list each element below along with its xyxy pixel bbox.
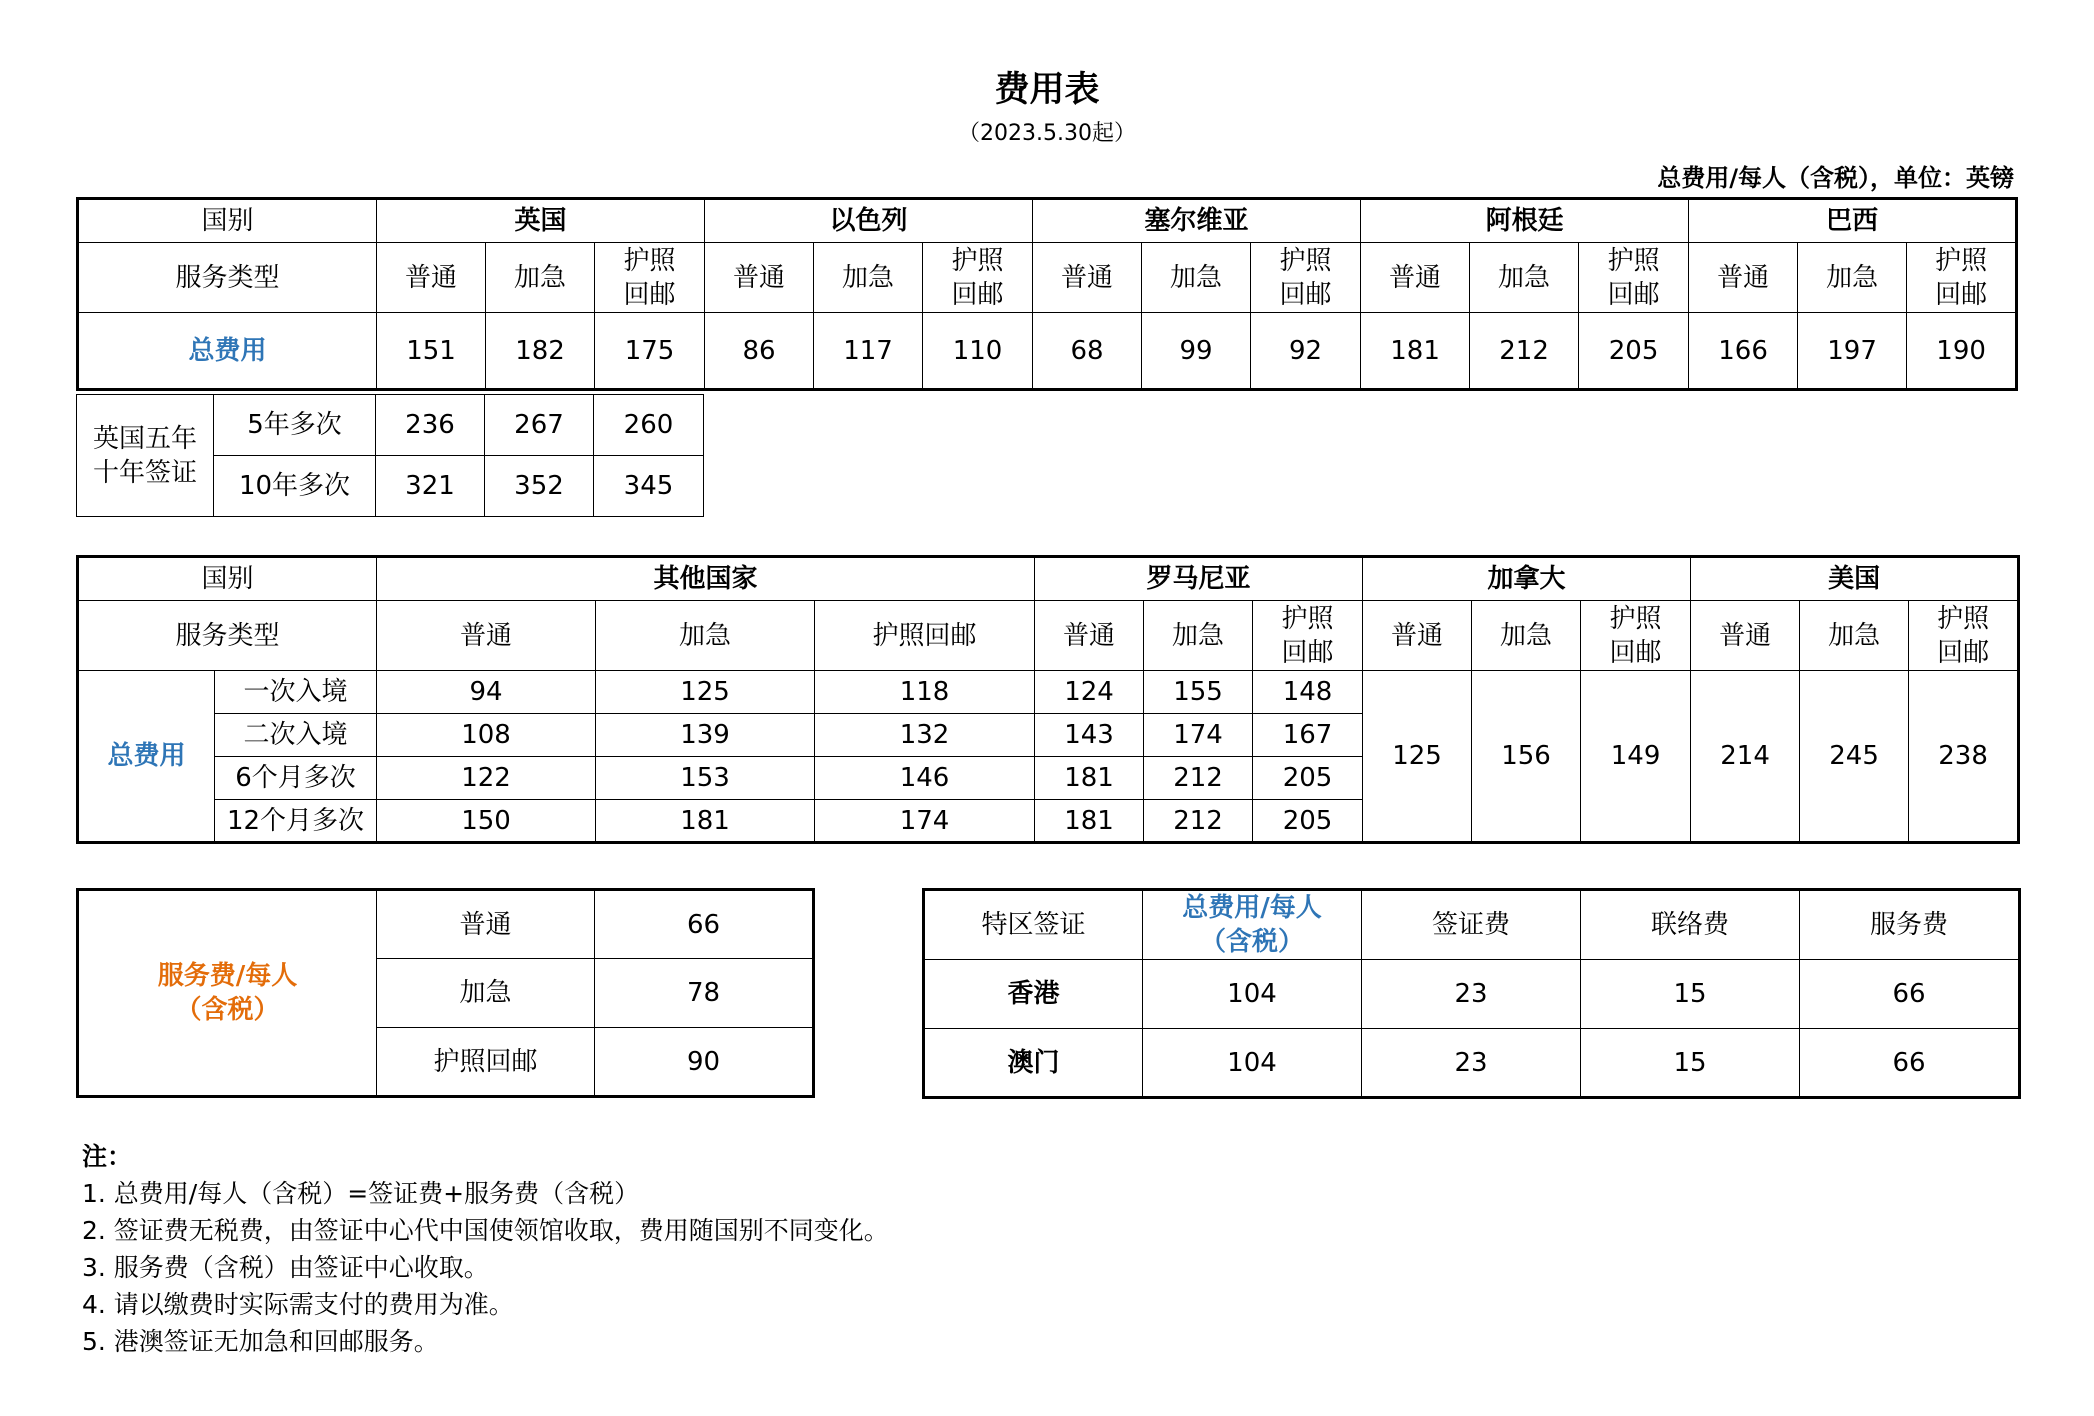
page-title: 费用表 (994, 70, 1100, 110)
visa-fee-header: 签证费 (1362, 890, 1581, 960)
fee-cell: 205 (1579, 313, 1689, 390)
total-fee-label: 总费用 (78, 671, 215, 843)
type-urgent: 加急 (1798, 243, 1907, 313)
country-romania: 罗马尼亚 (1035, 557, 1363, 601)
fee-cell: 104 (1143, 960, 1362, 1029)
entry-type-label: 一次入境 (215, 671, 377, 714)
fee-cell: 214 (1691, 671, 1800, 843)
service-type-label: 服务类型 (78, 243, 377, 313)
service-fee-header: 服务费 (1800, 890, 2020, 960)
region-macau: 澳门 (924, 1029, 1143, 1098)
fee-cell: 108 (377, 714, 596, 757)
fee-cell: 90 (595, 1028, 814, 1097)
fee-cell: 182 (486, 313, 595, 390)
country-uk: 英国 (377, 199, 705, 243)
fee-cell: 125 (1363, 671, 1472, 843)
fee-cell: 118 (815, 671, 1035, 714)
type-normal: 普通 (1691, 601, 1800, 671)
fee-cell: 153 (596, 757, 815, 800)
fee-cell: 205 (1253, 800, 1363, 843)
country-usa: 美国 (1691, 557, 2019, 601)
type-normal: 普通 (705, 243, 814, 313)
page-subtitle: （2023.5.30起） (958, 121, 1136, 146)
fee-cell: 212 (1144, 800, 1253, 843)
type-urgent: 加急 (1472, 601, 1581, 671)
fee-cell: 167 (1253, 714, 1363, 757)
fee-cell: 149 (1581, 671, 1691, 843)
fee-cell: 122 (377, 757, 596, 800)
fee-cell: 143 (1035, 714, 1144, 757)
fee-cell: 166 (1689, 313, 1798, 390)
fee-cell: 150 (377, 800, 596, 843)
fee-cell: 92 (1251, 313, 1361, 390)
fee-cell: 66 (595, 890, 814, 959)
type-return: 护照 回邮 (1581, 601, 1691, 671)
fee-cell: 321 (376, 456, 485, 517)
fee-cell: 174 (1144, 714, 1253, 757)
total-fee-row (78, 313, 2017, 390)
total-fee-label: 总费用 (78, 313, 377, 390)
fee-cell: 94 (377, 671, 596, 714)
entry-type-label: 二次入境 (215, 714, 377, 757)
fee-cell: 174 (815, 800, 1035, 843)
fee-cell: 23 (1362, 1029, 1581, 1098)
fee-cell: 104 (1143, 1029, 1362, 1098)
type-return: 护照 回邮 (1907, 243, 2017, 313)
type-normal: 普通 (377, 243, 486, 313)
fee-cell: 155 (1144, 671, 1253, 714)
type-normal: 普通 (1363, 601, 1472, 671)
fee-cell: 197 (1798, 313, 1907, 390)
notes-heading: 注： (82, 1142, 133, 1171)
fee-cell: 15 (1581, 960, 1800, 1029)
service-type-label: 服务类型 (78, 601, 377, 671)
service-type-label: 护照回邮 (377, 1028, 595, 1097)
fee-cell: 23 (1362, 960, 1581, 1029)
sar-total-header: 总费用/每人 （含税） (1143, 890, 1362, 960)
note-item: 3. 服务费（含税）由签证中心收取。 (82, 1253, 489, 1282)
sar-visa-header: 特区签证 (924, 890, 1143, 960)
note-item: 1. 总费用/每人（含税）=签证费+服务费（含税） (82, 1179, 640, 1208)
country-other: 其他国家 (377, 557, 1035, 601)
fee-cell: 146 (815, 757, 1035, 800)
fee-cell: 66 (1800, 960, 2020, 1029)
country-header-label: 国别 (78, 557, 377, 601)
fee-cell: 148 (1253, 671, 1363, 714)
note-item: 5. 港澳签证无加急和回邮服务。 (82, 1327, 439, 1356)
fee-cell: 238 (1909, 671, 2019, 843)
fee-cell: 86 (705, 313, 814, 390)
service-type-label: 普通 (377, 890, 595, 959)
entry-type-label: 12个月多次 (215, 800, 377, 843)
type-normal: 普通 (1035, 601, 1144, 671)
uk-multi-row-label: 5年多次 (214, 395, 376, 456)
type-return: 护照 回邮 (1253, 601, 1363, 671)
fee-cell: 68 (1033, 313, 1142, 390)
fee-cell: 132 (815, 714, 1035, 757)
type-normal: 普通 (1689, 243, 1798, 313)
service-type-row (78, 601, 2019, 671)
type-normal: 普通 (377, 601, 596, 671)
entry-type-label: 6个月多次 (215, 757, 377, 800)
uk-multi-entry-table (76, 394, 704, 517)
type-return: 护照 回邮 (1251, 243, 1361, 313)
type-urgent: 加急 (814, 243, 923, 313)
type-urgent: 加急 (1144, 601, 1253, 671)
fee-cell: 212 (1470, 313, 1579, 390)
type-urgent: 加急 (596, 601, 815, 671)
uk-multi-label: 英国五年 十年签证 (77, 395, 214, 517)
service-type-label: 加急 (377, 959, 595, 1028)
type-return: 护照 回邮 (1579, 243, 1689, 313)
type-urgent: 加急 (1142, 243, 1251, 313)
fee-cell: 345 (594, 456, 704, 517)
type-urgent: 加急 (1470, 243, 1579, 313)
table-row (924, 960, 2020, 1029)
fee-cell: 15 (1581, 1029, 1800, 1098)
fee-cell: 151 (377, 313, 486, 390)
country-serbia: 塞尔维亚 (1033, 199, 1361, 243)
fee-cell: 267 (485, 395, 594, 456)
fee-cell: 124 (1035, 671, 1144, 714)
fee-cell: 110 (923, 313, 1033, 390)
fee-cell: 190 (1907, 313, 2017, 390)
type-urgent: 加急 (486, 243, 595, 313)
country-header-label: 国别 (78, 199, 377, 243)
fee-cell: 125 (596, 671, 815, 714)
type-normal: 普通 (1361, 243, 1470, 313)
fee-cell: 181 (1035, 757, 1144, 800)
note-item: 2. 签证费无税费，由签证中心代中国使领馆收取，费用随国别不同变化。 (82, 1216, 889, 1245)
type-return: 护照回邮 (815, 601, 1035, 671)
table-row (924, 1029, 2020, 1098)
fee-cell: 181 (1361, 313, 1470, 390)
fee-cell: 156 (1472, 671, 1581, 843)
country-canada: 加拿大 (1363, 557, 1691, 601)
country-israel: 以色列 (705, 199, 1033, 243)
uk-multi-row-label: 10年多次 (214, 456, 376, 517)
country-argentina: 阿根廷 (1361, 199, 1689, 243)
fee-cell: 117 (814, 313, 923, 390)
country-brazil: 巴西 (1689, 199, 2017, 243)
fee-cell: 66 (1800, 1029, 2020, 1098)
notes-section (82, 1138, 889, 1360)
fee-cell: 236 (376, 395, 485, 456)
fee-cell: 245 (1800, 671, 1909, 843)
service-fee-label: 服务费/每人 （含税） (78, 890, 377, 1097)
note-item: 4. 请以缴费时实际需支付的费用为准。 (82, 1290, 514, 1319)
fee-table-other (76, 555, 2020, 844)
unit-note: 总费用/每人（含税），单位：英镑 (1657, 164, 2014, 192)
service-fee-table (76, 888, 815, 1098)
fee-cell: 99 (1142, 313, 1251, 390)
fee-cell: 181 (596, 800, 815, 843)
fee-table-main (76, 197, 2018, 391)
fee-cell: 260 (594, 395, 704, 456)
type-return: 护照 回邮 (595, 243, 705, 313)
fee-cell: 352 (485, 456, 594, 517)
type-urgent: 加急 (1800, 601, 1909, 671)
type-normal: 普通 (1033, 243, 1142, 313)
region-hong-kong: 香港 (924, 960, 1143, 1029)
fee-cell: 205 (1253, 757, 1363, 800)
fee-cell: 181 (1035, 800, 1144, 843)
fee-cell: 139 (596, 714, 815, 757)
type-return: 护照 回邮 (923, 243, 1033, 313)
fee-cell: 175 (595, 313, 705, 390)
type-return: 护照 回邮 (1909, 601, 2019, 671)
table-row (78, 671, 2019, 714)
sar-visa-table (922, 888, 2021, 1099)
liaison-fee-header: 联络费 (1581, 890, 1800, 960)
fee-cell: 212 (1144, 757, 1253, 800)
fee-cell: 78 (595, 959, 814, 1028)
service-type-row (78, 243, 2017, 313)
